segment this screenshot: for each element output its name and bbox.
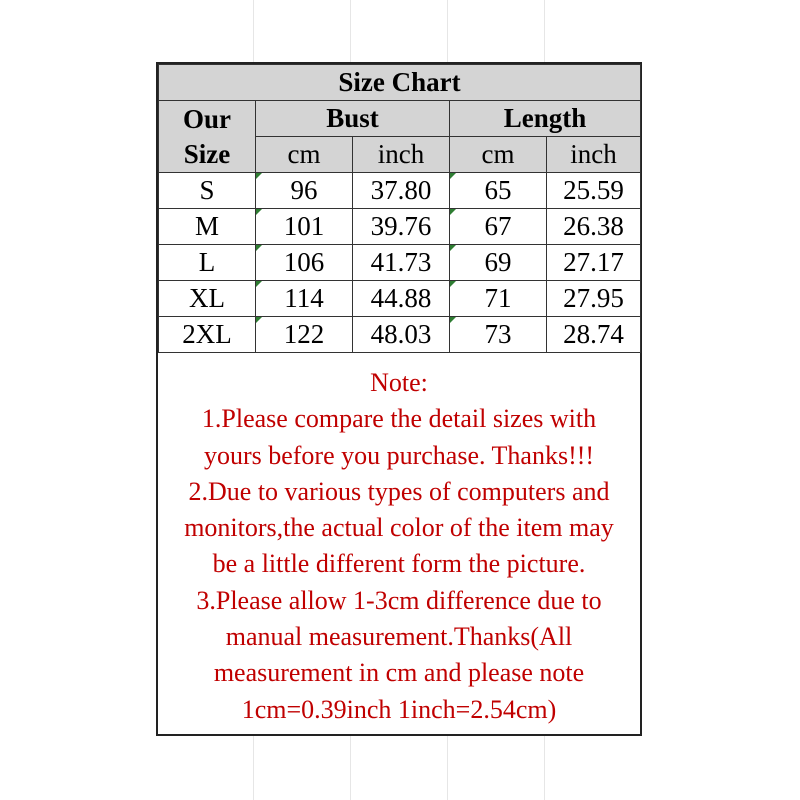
size-cell: M — [159, 209, 256, 245]
bust-inch-cell: 44.88 — [353, 281, 450, 317]
chart-title: Size Chart — [159, 65, 641, 101]
size-cell: 2XL — [159, 317, 256, 353]
spreadsheet-gridline — [350, 736, 351, 800]
size-cell: S — [159, 173, 256, 209]
size-header-line1: Our — [182, 103, 231, 134]
note-heading: Note: — [370, 368, 428, 397]
bust-header: Bust — [256, 101, 450, 137]
bust-cm-cell: 114 — [256, 281, 353, 317]
unit-cm: cm — [450, 137, 547, 173]
size-cell: L — [159, 245, 256, 281]
length-header: Length — [450, 101, 641, 137]
note-line: 2.Due to various types of computers and — [188, 476, 610, 506]
unit-inch: inch — [547, 137, 641, 173]
spreadsheet-gridline — [544, 736, 545, 800]
note-line: 1cm=0.39inch 1inch=2.54cm) — [241, 694, 557, 724]
header-row — [159, 101, 641, 137]
bust-inch-cell: 41.73 — [353, 245, 450, 281]
bust-cm-cell: 106 — [256, 245, 353, 281]
title-row — [159, 65, 641, 101]
size-header-line2: Size — [183, 138, 231, 169]
spreadsheet-gridline — [253, 736, 254, 800]
table-row — [159, 317, 641, 353]
spreadsheet-gridline — [447, 0, 448, 62]
table-row — [159, 173, 641, 209]
length-inch-cell: 26.38 — [547, 209, 641, 245]
unit-cm: cm — [256, 137, 353, 173]
note-line: be a little different form the picture. — [212, 549, 586, 579]
size-table — [158, 64, 641, 353]
length-cm-cell: 71 — [450, 281, 547, 317]
bust-inch-cell: 37.80 — [353, 173, 450, 209]
length-inch-cell: 27.17 — [547, 245, 641, 281]
length-cm-cell: 69 — [450, 245, 547, 281]
size-column-header — [159, 101, 256, 173]
length-inch-cell: 28.74 — [547, 317, 641, 353]
note-line: monitors,the actual color of the item may — [184, 513, 614, 543]
bust-cm-cell: 96 — [256, 173, 353, 209]
note-line: measurement in cm and please note — [213, 658, 585, 688]
length-cm-cell: 65 — [450, 173, 547, 209]
bust-cm-cell: 101 — [256, 209, 353, 245]
table-row — [159, 245, 641, 281]
unit-inch: inch — [353, 137, 450, 173]
length-inch-cell: 27.95 — [547, 281, 641, 317]
note-line: manual measurement.Thanks(All — [225, 622, 573, 652]
length-cm-cell: 67 — [450, 209, 547, 245]
note-block — [158, 353, 640, 728]
spreadsheet-gridline — [253, 0, 254, 62]
length-cm-cell: 73 — [450, 317, 547, 353]
note-line: 1.Please compare the detail sizes with — [201, 404, 597, 434]
size-chart — [156, 62, 642, 736]
bust-cm-cell: 122 — [256, 317, 353, 353]
size-cell: XL — [159, 281, 256, 317]
table-row — [159, 209, 641, 245]
bust-inch-cell: 39.76 — [353, 209, 450, 245]
spreadsheet-gridline — [544, 0, 545, 62]
spreadsheet-gridline — [447, 736, 448, 800]
bust-inch-cell: 48.03 — [353, 317, 450, 353]
note-line: 3.Please allow 1-3cm difference due to — [196, 585, 602, 615]
note-line: yours before you purchase. Thanks!!! — [203, 440, 595, 470]
spreadsheet-gridline — [350, 0, 351, 62]
length-inch-cell: 25.59 — [547, 173, 641, 209]
table-row — [159, 281, 641, 317]
